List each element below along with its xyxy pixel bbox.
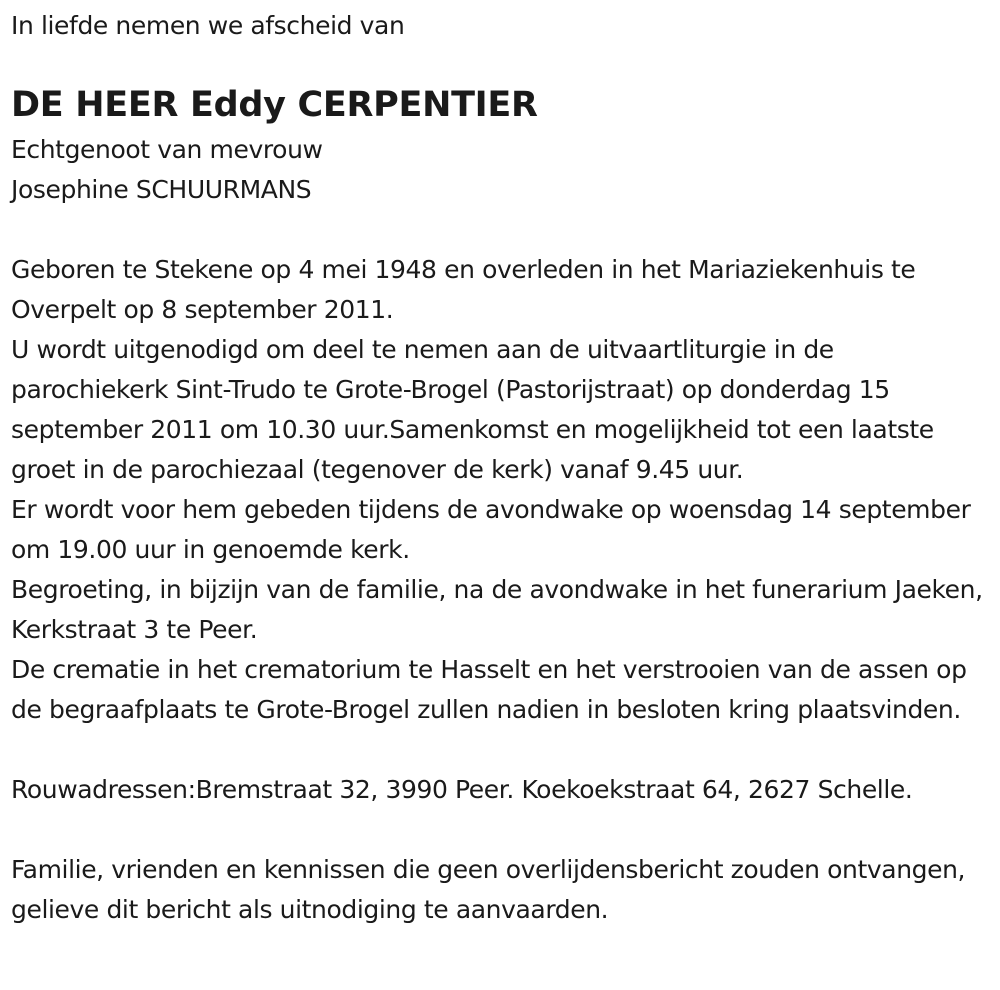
closing-paragraph: Familie, vrienden en kennissen die geen overlijdensbericht zouden ontvangen, gelieve dit bericht als uitnodiging te aanvaarden. [11, 855, 966, 924]
deceased-name: DE HEER Eddy CERPENTIER [11, 85, 538, 125]
liturgy-paragraph: U wordt uitgenodigd om deel te nemen aan de uitvaartliturgie in de parochiekerk Sint-Trudo te Grote-Brogel (Pastorijstraat) op donderdag 15 september 2011 om 10.30 uur.Samenkomst en mogelijkheid tot een laatste groet in de parochiezaal (tegenover de kerk) vanaf 9.45 uur. [11, 335, 934, 484]
cremation-paragraph: De crematie in het crematorium te Hasselt en het verstrooien van de assen op de begraafplaats te Grote-Brogel zullen nadien in besloten kring plaatsvinden. [11, 655, 967, 724]
spouse-line-2: Josephine SCHUURMANS [11, 175, 312, 204]
birth-death-paragraph: Geboren te Stekene op 4 mei 1948 en overleden in het Mariaziekenhuis te Overpelt op 8 september 2011. [11, 255, 916, 324]
spouse-line-1: Echtgenoot van mevrouw [11, 135, 323, 164]
intro-line: In liefde nemen we afscheid van [11, 11, 405, 40]
greeting-paragraph: Begroeting, in bijzijn van de familie, na de avondwake in het funerarium Jaeken, Kerkstraat 3 te Peer. [11, 575, 983, 644]
vigil-paragraph: Er wordt voor hem gebeden tijdens de avondwake op woensdag 14 september om 19.00 uur in genoemde kerk. [11, 495, 971, 564]
obituary-notice [11, 6, 996, 930]
addresses-line: Rouwadressen:Bremstraat 32, 3990 Peer. Koekoekstraat 64, 2627 Schelle. [11, 775, 913, 804]
